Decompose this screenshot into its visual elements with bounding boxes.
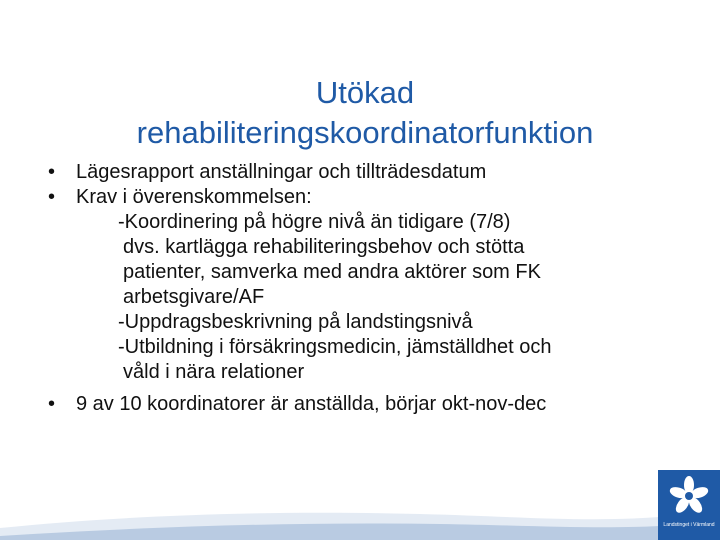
sub-line: -Uppdragsbeskrivning på landstingsnivå bbox=[118, 311, 473, 333]
sub-line: våld i nära relationer bbox=[123, 361, 305, 383]
bullet-item bbox=[48, 185, 688, 210]
bullet-text: Krav i överenskommelsen: bbox=[76, 186, 312, 208]
sub-line: -Utbildning i försäkringsmedicin, jämställdhet och bbox=[118, 336, 552, 358]
bullet-text: Lägesrapport anställningar och tillträdesdatum bbox=[76, 161, 487, 183]
footer-wave bbox=[0, 480, 720, 540]
slide-body bbox=[48, 160, 688, 417]
title-line-1: Utökad bbox=[315, 74, 415, 110]
title-line-2: rehabiliteringskoordinatorfunktion bbox=[136, 114, 594, 150]
sub-line: -Koordinering på högre nivå än tidigare (7/8) bbox=[118, 211, 511, 233]
bullet-text: 9 av 10 koordinatorer är anställda, börjar okt-nov-dec bbox=[76, 393, 547, 415]
flower-logo-icon bbox=[658, 470, 720, 522]
bullet-dot: • bbox=[48, 186, 56, 208]
bullet-item bbox=[48, 392, 688, 417]
logo-wordmark: Landstinget i Värmland bbox=[663, 522, 715, 528]
bullet-dot: • bbox=[48, 393, 56, 415]
bullet-dot: • bbox=[48, 161, 56, 183]
sub-line: patienter, samverka med andra aktörer som FK bbox=[123, 261, 541, 283]
bullet-item bbox=[48, 160, 688, 185]
landstinget-logo bbox=[658, 470, 720, 540]
sub-line: arbetsgivare/AF bbox=[123, 286, 265, 308]
sub-line: dvs. kartlägga rehabiliteringsbehov och stötta bbox=[123, 236, 525, 258]
slide-title bbox=[20, 73, 710, 153]
